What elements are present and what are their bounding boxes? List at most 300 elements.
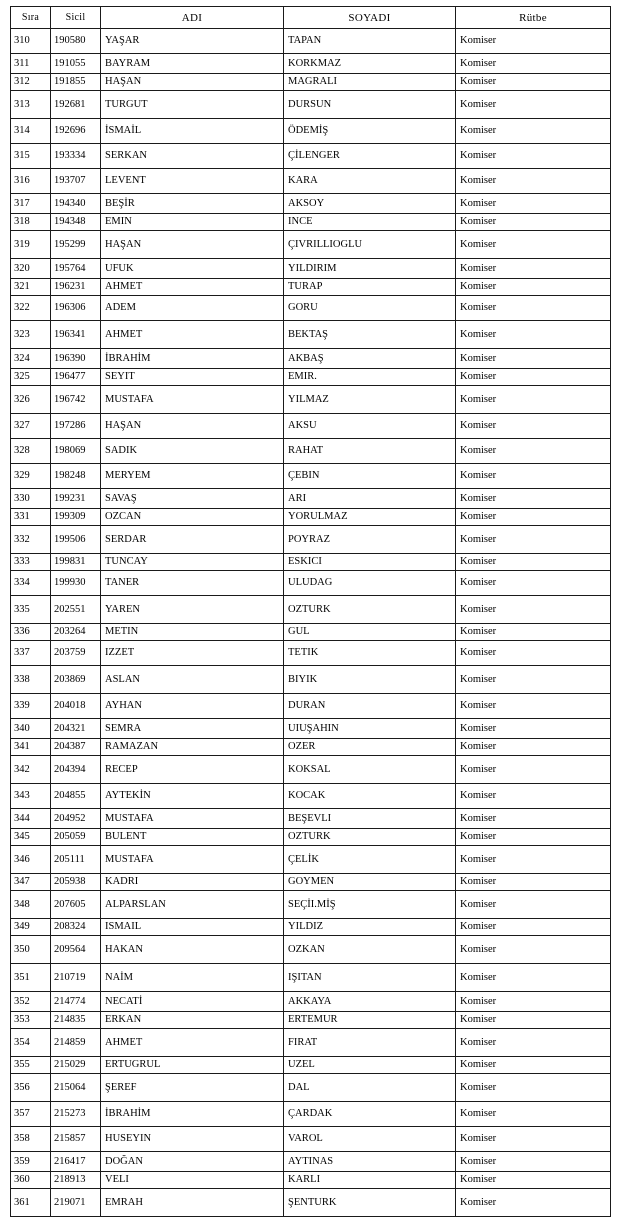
- cell-sira: 338: [11, 666, 51, 694]
- cell-sicil: 218913: [51, 1172, 101, 1189]
- cell-rutbe: Komiser: [456, 369, 611, 386]
- table-row: [11, 694, 611, 719]
- cell-rutbe: Komiser: [456, 784, 611, 809]
- table-row: [11, 54, 611, 74]
- cell-sira: 324: [11, 349, 51, 369]
- table-row: [11, 739, 611, 756]
- table-row: [11, 719, 611, 739]
- cell-sicil: 196742: [51, 386, 101, 414]
- cell-soyadi: TAPAN: [284, 29, 456, 54]
- cell-adi: MUSTAFA: [101, 386, 284, 414]
- cell-adi: ADEM: [101, 296, 284, 321]
- table-row: [11, 214, 611, 231]
- cell-adi: TUNCAY: [101, 554, 284, 571]
- cell-rutbe: Komiser: [456, 169, 611, 194]
- cell-adi: NAİM: [101, 964, 284, 992]
- cell-adi: MUSTAFA: [101, 846, 284, 874]
- cell-adi: OZCAN: [101, 509, 284, 526]
- cell-adi: MUSTAFA: [101, 809, 284, 829]
- cell-sicil: 205111: [51, 846, 101, 874]
- cell-sira: 345: [11, 829, 51, 846]
- cell-soyadi: AYTINAS: [284, 1152, 456, 1172]
- cell-adi: DOĞAN: [101, 1152, 284, 1172]
- cell-sicil: 204394: [51, 756, 101, 784]
- cell-soyadi: ÇIVRILLIOGLU: [284, 231, 456, 259]
- cell-soyadi: GORU: [284, 296, 456, 321]
- cell-sira: 314: [11, 119, 51, 144]
- table-row: [11, 554, 611, 571]
- table-row: [11, 1029, 611, 1057]
- cell-sira: 358: [11, 1127, 51, 1152]
- cell-sira: 330: [11, 489, 51, 509]
- cell-sira: 326: [11, 386, 51, 414]
- cell-sicil: 215029: [51, 1057, 101, 1074]
- cell-soyadi: ÇARDAK: [284, 1102, 456, 1127]
- cell-sira: 332: [11, 526, 51, 554]
- table-row: [11, 1074, 611, 1102]
- cell-soyadi: ÖDEMİŞ: [284, 119, 456, 144]
- cell-sicil: 198069: [51, 439, 101, 464]
- cell-adi: ALPARSLAN: [101, 891, 284, 919]
- cell-adi: AYHAN: [101, 694, 284, 719]
- cell-adi: ŞEREF: [101, 1074, 284, 1102]
- cell-sira: 317: [11, 194, 51, 214]
- cell-rutbe: Komiser: [456, 509, 611, 526]
- cell-soyadi: VAROL: [284, 1127, 456, 1152]
- table-row: [11, 369, 611, 386]
- cell-sicil: 192696: [51, 119, 101, 144]
- table-row: [11, 321, 611, 349]
- cell-sira: 313: [11, 91, 51, 119]
- cell-sira: 348: [11, 891, 51, 919]
- cell-sicil: 202551: [51, 596, 101, 624]
- column-header-soyadi: SOYADI: [284, 7, 456, 29]
- cell-adi: SERKAN: [101, 144, 284, 169]
- cell-soyadi: BEKTAŞ: [284, 321, 456, 349]
- cell-rutbe: Komiser: [456, 119, 611, 144]
- cell-adi: YAREN: [101, 596, 284, 624]
- cell-soyadi: ŞENTURK: [284, 1189, 456, 1217]
- cell-rutbe: Komiser: [456, 321, 611, 349]
- cell-sira: 342: [11, 756, 51, 784]
- cell-rutbe: Komiser: [456, 231, 611, 259]
- cell-sicil: 198248: [51, 464, 101, 489]
- cell-adi: IZZET: [101, 641, 284, 666]
- cell-sira: 344: [11, 809, 51, 829]
- cell-sira: 311: [11, 54, 51, 74]
- table-row: [11, 666, 611, 694]
- table-row: [11, 194, 611, 214]
- cell-sira: 351: [11, 964, 51, 992]
- cell-soyadi: YILDIZ: [284, 919, 456, 936]
- cell-sira: 343: [11, 784, 51, 809]
- cell-sicil: 215857: [51, 1127, 101, 1152]
- cell-rutbe: Komiser: [456, 386, 611, 414]
- table-row: [11, 231, 611, 259]
- cell-sira: 329: [11, 464, 51, 489]
- cell-rutbe: Komiser: [456, 1074, 611, 1102]
- table-row: [11, 1172, 611, 1189]
- table-row: [11, 846, 611, 874]
- cell-sira: 318: [11, 214, 51, 231]
- table-row: [11, 439, 611, 464]
- cell-soyadi: YILMAZ: [284, 386, 456, 414]
- cell-soyadi: GOYMEN: [284, 874, 456, 891]
- column-header-sira: Sıra: [11, 7, 51, 29]
- cell-soyadi: UZEL: [284, 1057, 456, 1074]
- table-row: [11, 1102, 611, 1127]
- cell-sira: 361: [11, 1189, 51, 1217]
- cell-rutbe: Komiser: [456, 874, 611, 891]
- table-row: [11, 1057, 611, 1074]
- cell-sira: 340: [11, 719, 51, 739]
- cell-sicil: 195764: [51, 259, 101, 279]
- cell-sicil: 192681: [51, 91, 101, 119]
- table-header-row: [11, 7, 611, 29]
- cell-sira: 320: [11, 259, 51, 279]
- cell-sira: 353: [11, 1012, 51, 1029]
- table-row: [11, 992, 611, 1012]
- cell-sira: 323: [11, 321, 51, 349]
- cell-soyadi: AKBAŞ: [284, 349, 456, 369]
- cell-sicil: 208324: [51, 919, 101, 936]
- table-row: [11, 919, 611, 936]
- cell-soyadi: ERTEMUR: [284, 1012, 456, 1029]
- cell-adi: KADRI: [101, 874, 284, 891]
- table-row: [11, 279, 611, 296]
- cell-rutbe: Komiser: [456, 1102, 611, 1127]
- cell-sira: 336: [11, 624, 51, 641]
- cell-rutbe: Komiser: [456, 829, 611, 846]
- table-row: [11, 784, 611, 809]
- cell-adi: İSMAİL: [101, 119, 284, 144]
- cell-soyadi: YORULMAZ: [284, 509, 456, 526]
- cell-soyadi: ÇEBIN: [284, 464, 456, 489]
- table-row: [11, 259, 611, 279]
- cell-sira: 356: [11, 1074, 51, 1102]
- cell-sicil: 193334: [51, 144, 101, 169]
- table-row: [11, 119, 611, 144]
- cell-sicil: 204855: [51, 784, 101, 809]
- cell-rutbe: Komiser: [456, 964, 611, 992]
- cell-sicil: 219071: [51, 1189, 101, 1217]
- table-row: [11, 509, 611, 526]
- cell-rutbe: Komiser: [456, 624, 611, 641]
- cell-rutbe: Komiser: [456, 641, 611, 666]
- cell-rutbe: Komiser: [456, 1127, 611, 1152]
- cell-sira: 337: [11, 641, 51, 666]
- roster-table-container: [10, 6, 610, 1217]
- cell-sicil: 194348: [51, 214, 101, 231]
- cell-sicil: 203759: [51, 641, 101, 666]
- cell-sicil: 199231: [51, 489, 101, 509]
- cell-adi: TANER: [101, 571, 284, 596]
- cell-rutbe: Komiser: [456, 144, 611, 169]
- table-row: [11, 29, 611, 54]
- cell-adi: HAŞAN: [101, 231, 284, 259]
- table-row: [11, 809, 611, 829]
- table-row: [11, 169, 611, 194]
- cell-rutbe: Komiser: [456, 54, 611, 74]
- cell-sicil: 204387: [51, 739, 101, 756]
- cell-sicil: 214774: [51, 992, 101, 1012]
- cell-sicil: 196390: [51, 349, 101, 369]
- cell-adi: MERYEM: [101, 464, 284, 489]
- table-row: [11, 526, 611, 554]
- table-row: [11, 596, 611, 624]
- cell-soyadi: KOKSAL: [284, 756, 456, 784]
- cell-rutbe: Komiser: [456, 596, 611, 624]
- cell-soyadi: DURSUN: [284, 91, 456, 119]
- cell-sicil: 195299: [51, 231, 101, 259]
- cell-sira: 341: [11, 739, 51, 756]
- cell-adi: SEYIT: [101, 369, 284, 386]
- cell-adi: RAMAZAN: [101, 739, 284, 756]
- cell-sira: 322: [11, 296, 51, 321]
- cell-soyadi: UIUŞAHIN: [284, 719, 456, 739]
- cell-soyadi: EMIR.: [284, 369, 456, 386]
- cell-sira: 350: [11, 936, 51, 964]
- cell-adi: SADIK: [101, 439, 284, 464]
- column-header-sicil: Sicil: [51, 7, 101, 29]
- cell-adi: HAŞAN: [101, 74, 284, 91]
- cell-sira: 349: [11, 919, 51, 936]
- cell-rutbe: Komiser: [456, 296, 611, 321]
- cell-soyadi: OZTURK: [284, 829, 456, 846]
- cell-rutbe: Komiser: [456, 29, 611, 54]
- cell-adi: METIN: [101, 624, 284, 641]
- cell-soyadi: KARLI: [284, 1172, 456, 1189]
- cell-soyadi: BEŞEVLI: [284, 809, 456, 829]
- cell-rutbe: Komiser: [456, 891, 611, 919]
- cell-adi: ERTUGRUL: [101, 1057, 284, 1074]
- cell-adi: EMRAH: [101, 1189, 284, 1217]
- table-row: [11, 964, 611, 992]
- cell-sira: 359: [11, 1152, 51, 1172]
- cell-soyadi: YILDIRIM: [284, 259, 456, 279]
- cell-sicil: 205059: [51, 829, 101, 846]
- cell-rutbe: Komiser: [456, 214, 611, 231]
- cell-sicil: 196341: [51, 321, 101, 349]
- cell-sicil: 199930: [51, 571, 101, 596]
- cell-adi: EMIN: [101, 214, 284, 231]
- table-row: [11, 296, 611, 321]
- cell-rutbe: Komiser: [456, 489, 611, 509]
- table-row: [11, 936, 611, 964]
- cell-adi: AHMET: [101, 279, 284, 296]
- table-row: [11, 874, 611, 891]
- cell-rutbe: Komiser: [456, 719, 611, 739]
- cell-soyadi: OZER: [284, 739, 456, 756]
- cell-sicil: 191855: [51, 74, 101, 91]
- table-row: [11, 1012, 611, 1029]
- cell-adi: AHMET: [101, 1029, 284, 1057]
- cell-rutbe: Komiser: [456, 1012, 611, 1029]
- cell-soyadi: DURAN: [284, 694, 456, 719]
- table-body: [11, 29, 611, 1217]
- cell-sicil: 196231: [51, 279, 101, 296]
- cell-sicil: 215064: [51, 1074, 101, 1102]
- table-row: [11, 349, 611, 369]
- cell-sicil: 215273: [51, 1102, 101, 1127]
- cell-sicil: 214835: [51, 1012, 101, 1029]
- cell-sira: 321: [11, 279, 51, 296]
- cell-adi: AYTEKİN: [101, 784, 284, 809]
- table-row: [11, 756, 611, 784]
- cell-soyadi: AKSOY: [284, 194, 456, 214]
- cell-soyadi: KORKMAZ: [284, 54, 456, 74]
- cell-sira: 352: [11, 992, 51, 1012]
- cell-soyadi: OZTURK: [284, 596, 456, 624]
- cell-sicil: 214859: [51, 1029, 101, 1057]
- cell-sira: 355: [11, 1057, 51, 1074]
- cell-sira: 319: [11, 231, 51, 259]
- cell-rutbe: Komiser: [456, 1152, 611, 1172]
- column-header-adi: ADI: [101, 7, 284, 29]
- cell-sira: 347: [11, 874, 51, 891]
- cell-soyadi: IŞITAN: [284, 964, 456, 992]
- table-row: [11, 464, 611, 489]
- cell-sicil: 204321: [51, 719, 101, 739]
- cell-sira: 327: [11, 414, 51, 439]
- cell-sicil: 190580: [51, 29, 101, 54]
- cell-sicil: 203264: [51, 624, 101, 641]
- cell-soyadi: OZKAN: [284, 936, 456, 964]
- cell-sira: 331: [11, 509, 51, 526]
- cell-soyadi: AKKAYA: [284, 992, 456, 1012]
- cell-sicil: 193707: [51, 169, 101, 194]
- cell-sira: 357: [11, 1102, 51, 1127]
- cell-adi: İBRAHİM: [101, 1102, 284, 1127]
- cell-rutbe: Komiser: [456, 919, 611, 936]
- cell-rutbe: Komiser: [456, 1189, 611, 1217]
- cell-sicil: 196306: [51, 296, 101, 321]
- cell-rutbe: Komiser: [456, 739, 611, 756]
- table-row: [11, 1189, 611, 1217]
- cell-sira: 325: [11, 369, 51, 386]
- cell-rutbe: Komiser: [456, 74, 611, 91]
- cell-rutbe: Komiser: [456, 666, 611, 694]
- cell-adi: NECATİ: [101, 992, 284, 1012]
- cell-adi: SAVAŞ: [101, 489, 284, 509]
- cell-soyadi: BIYIK: [284, 666, 456, 694]
- cell-rutbe: Komiser: [456, 194, 611, 214]
- cell-soyadi: ULUDAG: [284, 571, 456, 596]
- cell-sicil: 191055: [51, 54, 101, 74]
- cell-adi: İBRAHİM: [101, 349, 284, 369]
- cell-sira: 354: [11, 1029, 51, 1057]
- table-row: [11, 641, 611, 666]
- cell-adi: RECEP: [101, 756, 284, 784]
- cell-adi: BAYRAM: [101, 54, 284, 74]
- cell-sicil: 209564: [51, 936, 101, 964]
- cell-adi: BULENT: [101, 829, 284, 846]
- cell-rutbe: Komiser: [456, 756, 611, 784]
- cell-rutbe: Komiser: [456, 349, 611, 369]
- cell-sicil: 199831: [51, 554, 101, 571]
- cell-sira: 315: [11, 144, 51, 169]
- cell-sira: 335: [11, 596, 51, 624]
- cell-soyadi: ÇELİK: [284, 846, 456, 874]
- cell-adi: TURGUT: [101, 91, 284, 119]
- roster-table: [10, 6, 611, 1217]
- cell-adi: ISMAIL: [101, 919, 284, 936]
- table-row: [11, 91, 611, 119]
- cell-sicil: 196477: [51, 369, 101, 386]
- cell-adi: UFUK: [101, 259, 284, 279]
- table-header: [11, 7, 611, 29]
- cell-soyadi: RAHAT: [284, 439, 456, 464]
- table-row: [11, 386, 611, 414]
- table-row: [11, 144, 611, 169]
- cell-rutbe: Komiser: [456, 936, 611, 964]
- cell-adi: HUSEYIN: [101, 1127, 284, 1152]
- table-row: [11, 624, 611, 641]
- cell-sira: 333: [11, 554, 51, 571]
- cell-sicil: 204952: [51, 809, 101, 829]
- cell-adi: BEŞİR: [101, 194, 284, 214]
- table-row: [11, 489, 611, 509]
- cell-soyadi: AKSU: [284, 414, 456, 439]
- cell-sicil: 199309: [51, 509, 101, 526]
- cell-rutbe: Komiser: [456, 1057, 611, 1074]
- cell-adi: SEMRA: [101, 719, 284, 739]
- cell-adi: VELI: [101, 1172, 284, 1189]
- cell-sira: 312: [11, 74, 51, 91]
- table-row: [11, 891, 611, 919]
- cell-adi: SERDAR: [101, 526, 284, 554]
- cell-sira: 360: [11, 1172, 51, 1189]
- cell-soyadi: TETIK: [284, 641, 456, 666]
- cell-sicil: 197286: [51, 414, 101, 439]
- cell-rutbe: Komiser: [456, 809, 611, 829]
- cell-rutbe: Komiser: [456, 91, 611, 119]
- cell-soyadi: ESKICI: [284, 554, 456, 571]
- cell-soyadi: ÇİLENGER: [284, 144, 456, 169]
- cell-soyadi: KOCAK: [284, 784, 456, 809]
- cell-adi: ERKAN: [101, 1012, 284, 1029]
- cell-rutbe: Komiser: [456, 526, 611, 554]
- cell-sicil: 204018: [51, 694, 101, 719]
- cell-adi: AHMET: [101, 321, 284, 349]
- cell-sicil: 207605: [51, 891, 101, 919]
- cell-sicil: 210719: [51, 964, 101, 992]
- cell-soyadi: TURAP: [284, 279, 456, 296]
- cell-rutbe: Komiser: [456, 464, 611, 489]
- cell-rutbe: Komiser: [456, 694, 611, 719]
- table-row: [11, 829, 611, 846]
- cell-rutbe: Komiser: [456, 1029, 611, 1057]
- cell-adi: YAŞAR: [101, 29, 284, 54]
- cell-rutbe: Komiser: [456, 571, 611, 596]
- table-row: [11, 1152, 611, 1172]
- cell-adi: ASLAN: [101, 666, 284, 694]
- cell-sira: 316: [11, 169, 51, 194]
- cell-rutbe: Komiser: [456, 439, 611, 464]
- cell-sicil: 203869: [51, 666, 101, 694]
- cell-adi: LEVENT: [101, 169, 284, 194]
- table-row: [11, 571, 611, 596]
- cell-adi: HAŞAN: [101, 414, 284, 439]
- cell-rutbe: Komiser: [456, 846, 611, 874]
- cell-sicil: 216417: [51, 1152, 101, 1172]
- table-row: [11, 414, 611, 439]
- cell-sira: 328: [11, 439, 51, 464]
- cell-soyadi: MAGRALI: [284, 74, 456, 91]
- cell-rutbe: Komiser: [456, 554, 611, 571]
- table-row: [11, 74, 611, 91]
- cell-rutbe: Komiser: [456, 414, 611, 439]
